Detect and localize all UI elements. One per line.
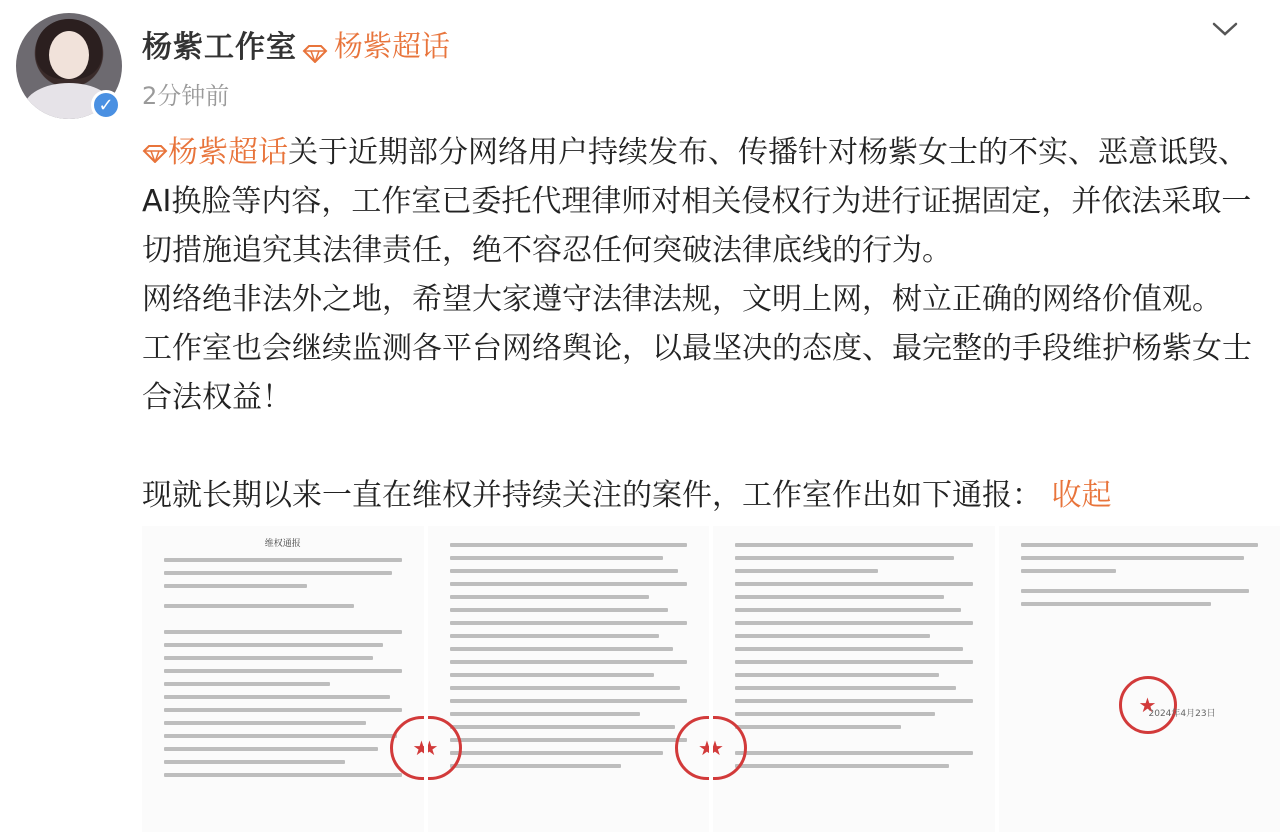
post-body <box>142 128 1252 422</box>
post-paragraph-1 <box>142 128 1252 275</box>
seal-image <box>390 716 424 780</box>
post-paragraph-2: 网络绝非法外之地，希望大家遵守法律法规，文明上网，树立正确的网络价值观。 <box>142 282 1222 317</box>
inline-topic-label: 杨紫超话 <box>168 135 288 170</box>
avatar-face <box>49 31 89 79</box>
document-page-2[interactable] <box>428 526 710 832</box>
document-page-4[interactable] <box>999 526 1280 832</box>
post-time: 2分钟前 <box>142 82 230 110</box>
collapse-link[interactable]: 收起 <box>1051 478 1112 513</box>
seal-image <box>675 716 709 780</box>
diamond-icon <box>302 36 328 54</box>
document-date: 2024年4月23日 <box>1148 709 1216 719</box>
topic-link[interactable] <box>302 24 450 65</box>
notice-line <box>142 470 1112 514</box>
verified-check-icon: ✓ <box>91 90 121 120</box>
post-text-1: 关于近期部分网络用户持续发布、传播针对杨紫女士的不实、恶意诋毁、AI换脸等内容，工作室已委托代理律师对相关侵权行为进行证据固定，并依法采取一切措施追究其法律责任，绝不容忍任何突破法律底线的行为。 <box>142 135 1252 268</box>
post-paragraph-3: 工作室也会继续监测各平台网络舆论，以最坚决的态度、最完整的手段维护杨紫女士合法权益！ <box>142 331 1252 415</box>
author-name[interactable]: 杨紫工作室 <box>142 30 297 65</box>
inline-topic-link[interactable] <box>142 135 288 170</box>
seal-image <box>1119 676 1177 734</box>
document-page-3[interactable] <box>713 526 995 832</box>
diamond-icon <box>142 145 168 163</box>
document-page-1[interactable] <box>142 526 424 832</box>
chevron-down-icon[interactable] <box>1210 14 1240 44</box>
notice-text: 现就长期以来一直在维权并持续关注的案件，工作室作出如下通报： <box>142 478 1042 513</box>
document-title: 维权通报 <box>264 539 301 549</box>
topic-label: 杨紫超话 <box>334 29 451 63</box>
document-images <box>142 526 1280 832</box>
